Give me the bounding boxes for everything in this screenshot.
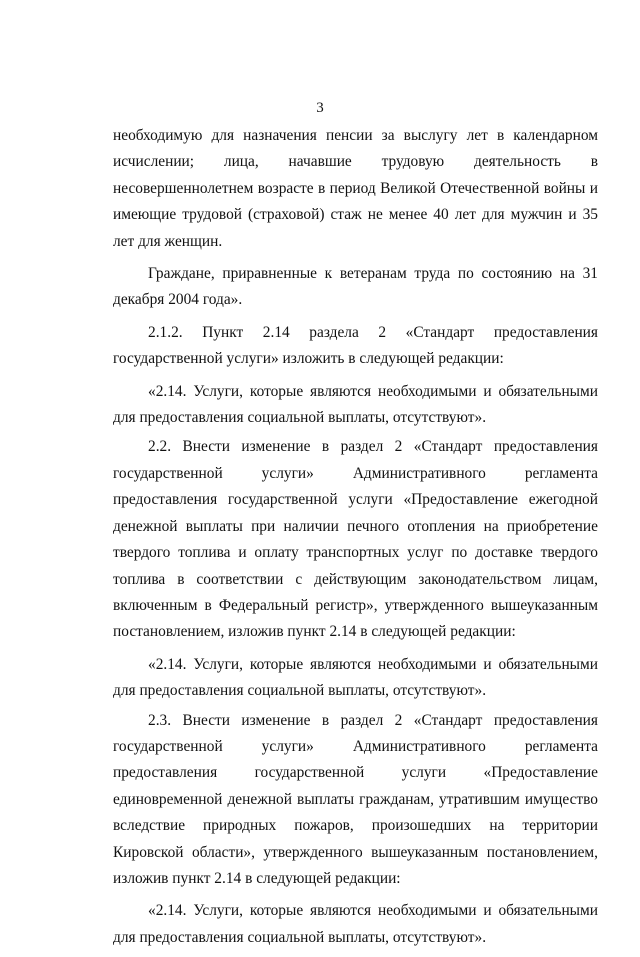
paragraph-2-1-2: 2.1.2. Пункт 2.14 раздела 2 «Стандарт предоставления государственной услуги» изложить в следующей редакции: [113, 323, 598, 368]
paragraph-2-2: 2.2. Внести изменение в раздел 2 «Стандарт предоставления государственной услуги» Административного регламента предоставления государственной услуги «Предоставление ежегодной денежной выплаты при наличии печного отопления на приобретение твердого топлива и оплату транспортных услуг по доставке твердого топлива в соответствии с действующим законодательством лицам, включенным в Федеральный регистр», утвержденного вышеуказанным постановлением, изложив пункт 2.14 в следующей редакции: [113, 438, 598, 641]
page-number: 3 [316, 100, 324, 116]
document-body [113, 123, 598, 957]
paragraph-labor-veterans: Граждане, приравненные к ветеранам труда по состоянию на 31 декабря 2004 года». [113, 265, 598, 309]
paragraph-quote-2-14-c: «2.14. Услуги, которые являются необходимыми и обязательными для предоставления социальной выплаты, отсутствуют». [113, 902, 598, 946]
paragraph-pension-conditions: необходимую для назначения пенсии за выслугу лет в календарном исчислении; лица, начавшие трудовую деятельность в несовершеннолетнем возрасте в период Великой Отечественной войны и имеющие трудовой (страховой) стаж не менее 40 лет для мужчин и 35 лет для женщин. [113, 127, 598, 250]
paragraph-quote-2-14-a: «2.14. Услуги, которые являются необходимыми и обязательными для предоставления социальной выплаты, отсутствуют». [113, 382, 598, 427]
paragraph-quote-2-14-b: «2.14. Услуги, которые являются необходимыми и обязательными для предоставления социальной выплаты, отсутствуют». [113, 655, 598, 700]
paragraph-2-3: 2.3. Внести изменение в раздел 2 «Стандарт предоставления государственной услуги» Административного регламента предоставления государственной услуги «Предоставление единовременной денежной выплаты гражданам, утратившим имущество вследствие природных пожаров, произошедших на территории Кировской области», утвержденного вышеуказанным постановлением, изложив пункт 2.14 в следующей редакции: [113, 711, 598, 887]
